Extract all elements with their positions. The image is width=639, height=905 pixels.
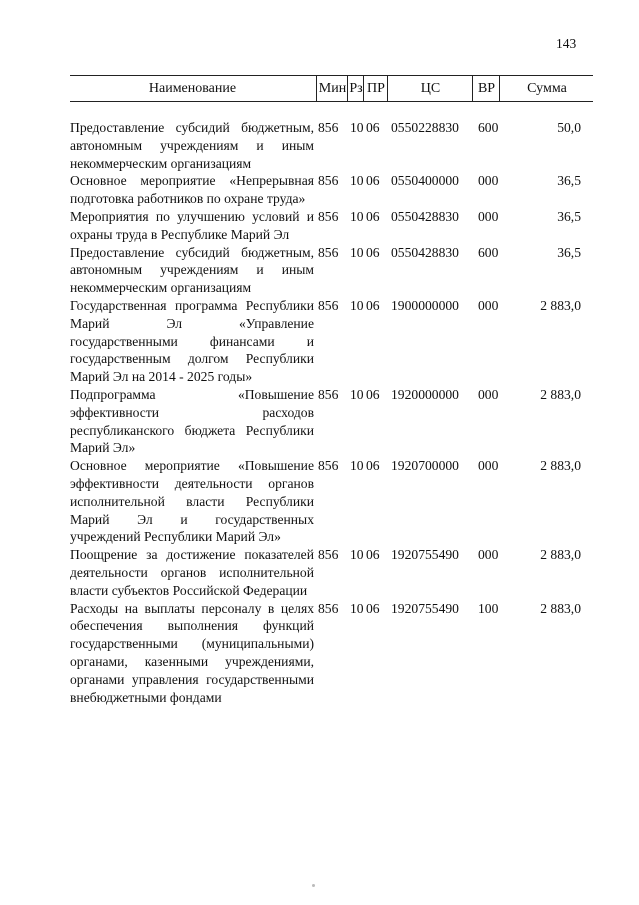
row-rz: 10 — [350, 547, 364, 563]
table-row — [70, 546, 593, 599]
row-cs: 0550400000 — [391, 173, 459, 189]
row-sum: 2 883,0 — [540, 297, 581, 313]
row-cs: 0550428830 — [391, 208, 459, 224]
row-pr: 06 — [366, 458, 380, 474]
row-vr: 000 — [478, 297, 499, 313]
table-row — [70, 457, 593, 546]
row-vr: 600 — [478, 120, 499, 135]
row-name: Мероприятия по улучшению условий и охраны труда в Республике Марий Эл — [70, 208, 314, 242]
row-vr: 000 — [478, 173, 499, 189]
row-min: 856 — [318, 547, 339, 563]
budget-table — [70, 75, 593, 706]
row-rz: 10 — [350, 458, 364, 474]
table-row — [70, 244, 593, 297]
row-cs: 0550428830 — [391, 244, 459, 260]
table-row — [70, 208, 593, 244]
header-min: Мин — [316, 76, 348, 101]
table-row — [70, 119, 593, 172]
row-sum: 2 883,0 — [540, 386, 581, 402]
row-pr: 06 — [366, 120, 380, 135]
row-name: Предоставление субсидий бюджетным, автономным учреждениям и иным некоммерческим организациям — [70, 244, 314, 296]
page-number: 143 — [556, 36, 577, 51]
row-min: 856 — [318, 173, 339, 189]
row-rz: 10 — [350, 208, 364, 224]
scan-dot — [312, 884, 315, 887]
header-cs: ЦС — [387, 76, 473, 101]
row-min: 856 — [318, 297, 339, 313]
row-rz: 10 — [350, 600, 364, 616]
row-vr: 100 — [478, 600, 499, 616]
table-header — [70, 75, 593, 102]
row-cs: 1920000000 — [391, 386, 459, 402]
row-min: 856 — [318, 120, 339, 135]
table-row — [70, 386, 593, 457]
row-rz: 10 — [350, 173, 364, 189]
header-vr: ВР — [472, 76, 500, 101]
row-pr: 06 — [366, 173, 380, 189]
row-rz: 10 — [350, 244, 364, 260]
row-min: 856 — [318, 600, 339, 616]
row-pr: 06 — [366, 547, 380, 563]
row-sum: 36,5 — [557, 244, 581, 260]
row-name: Основное мероприятие «Непрерывная подготовка работников по охране труда» — [70, 173, 314, 207]
row-sum: 2 883,0 — [540, 600, 581, 616]
row-name: Государственная программа Республики Марий Эл «Управление государственными финансами и государственным долгом Республики Марий Эл на 2014 - 2025 годы» — [70, 297, 314, 385]
row-min: 856 — [318, 244, 339, 260]
row-cs: 1920700000 — [391, 458, 459, 474]
header-pr: ПР — [363, 76, 388, 101]
row-rz: 10 — [350, 120, 364, 135]
header-rz: Рз — [347, 76, 364, 101]
row-rz: 10 — [350, 297, 364, 313]
row-min: 856 — [318, 458, 339, 474]
row-name: Предоставление субсидий бюджетным, автономным учреждениям и иным некоммерческим организациям — [70, 120, 314, 171]
row-name: Подпрограмма «Повышение эффективности расходов республиканского бюджета Республики Марий Эл» — [70, 386, 314, 456]
row-rz: 10 — [350, 386, 364, 402]
row-pr: 06 — [366, 297, 380, 313]
row-sum: 36,5 — [557, 173, 581, 189]
header-sum: Сумма — [499, 76, 594, 101]
header-name: Наименование — [148, 81, 237, 96]
row-name: Основное мероприятие «Повышение эффективности деятельности органов исполнительной власти Республики Марий Эл и государственных учреждений Республики Марий Эл» — [70, 458, 314, 545]
table-row — [70, 297, 593, 386]
row-pr: 06 — [366, 386, 380, 402]
row-min: 856 — [318, 386, 339, 402]
row-vr: 000 — [478, 386, 499, 402]
row-sum: 36,5 — [557, 208, 581, 224]
row-cs: 1900000000 — [391, 297, 459, 313]
row-sum: 2 883,0 — [540, 458, 581, 474]
row-cs: 0550228830 — [391, 120, 459, 135]
row-pr: 06 — [366, 208, 380, 224]
row-name: Поощрение за достижение показателей деятельности органов исполнительной власти субъектов Российской Федерации — [70, 547, 314, 598]
row-vr: 600 — [478, 244, 499, 260]
row-cs: 1920755490 — [391, 600, 459, 616]
table-body — [70, 119, 593, 706]
row-pr: 06 — [366, 244, 380, 260]
row-sum: 50,0 — [557, 120, 581, 135]
row-cs: 1920755490 — [391, 547, 459, 563]
row-vr: 000 — [478, 458, 499, 474]
row-sum: 2 883,0 — [540, 547, 581, 563]
row-vr: 000 — [478, 547, 499, 563]
table-row — [70, 172, 593, 208]
row-min: 856 — [318, 208, 339, 224]
row-vr: 000 — [478, 208, 499, 224]
row-name: Расходы на выплаты персоналу в целях обеспечения выполнения функций государственными (муниципальными) органами, казенными учреждениями, органами управления государственными внебюджетными фондами — [70, 600, 314, 705]
table-row — [70, 600, 593, 707]
row-pr: 06 — [366, 600, 380, 616]
